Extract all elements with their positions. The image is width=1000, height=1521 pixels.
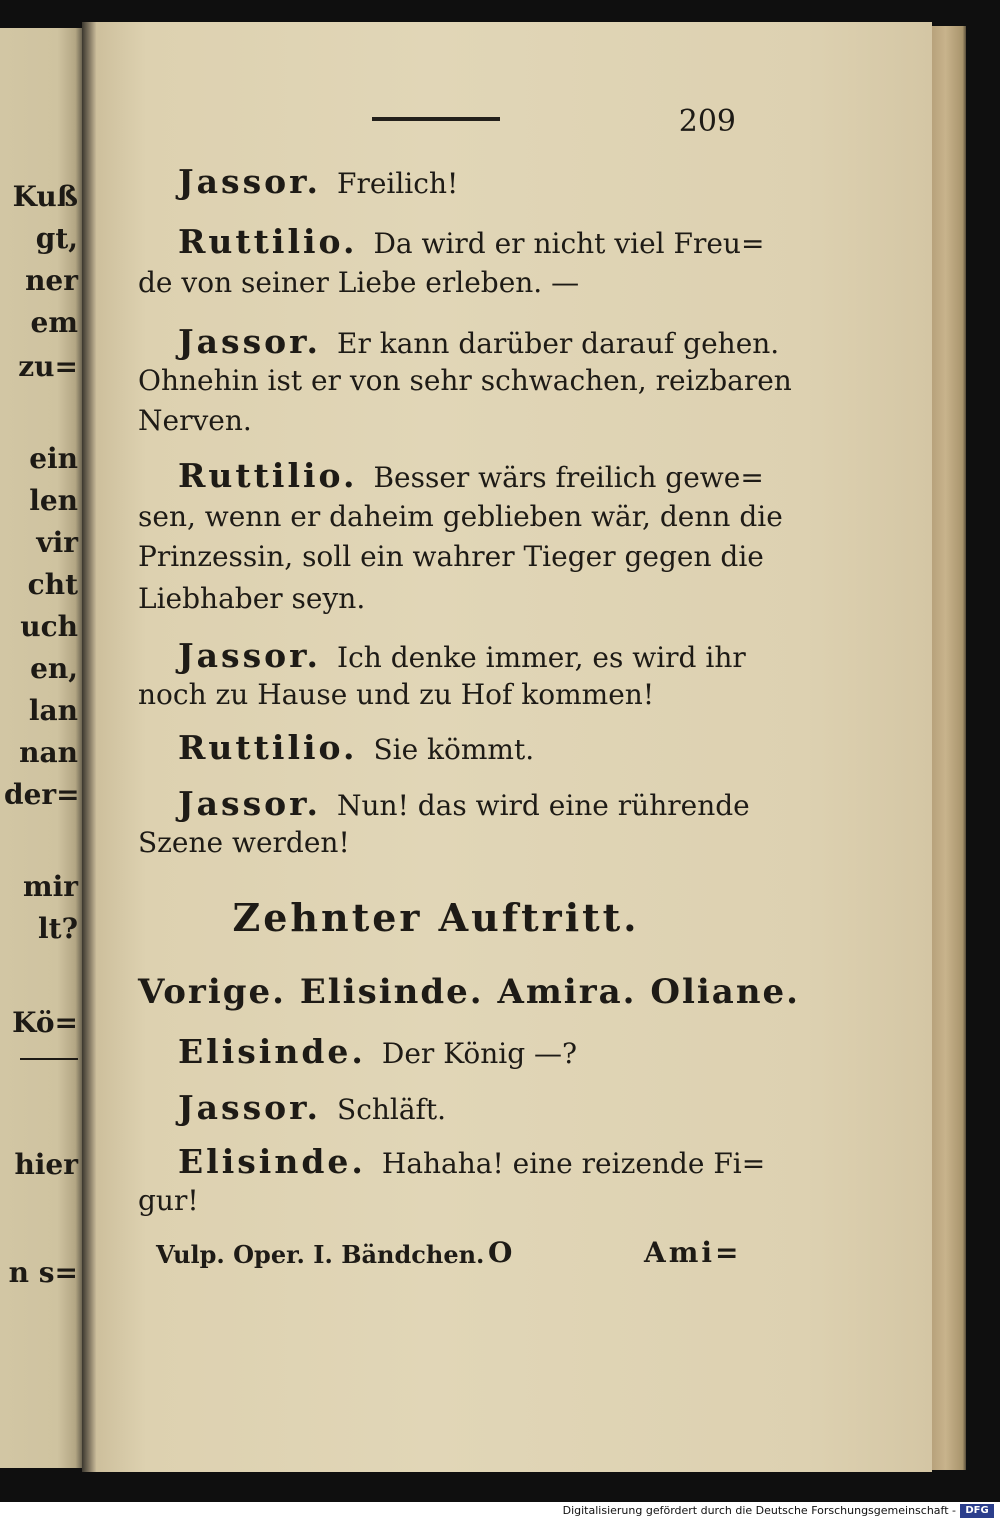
digitization-banner <box>0 1502 1000 1521</box>
left-fragment: vir <box>36 526 78 559</box>
line-text: de von seiner Liebe erleben. — <box>138 266 580 299</box>
speaker-name: Jassor. <box>178 784 322 823</box>
catchword: Ami= <box>644 1236 742 1269</box>
text-line <box>178 1032 734 1071</box>
line-text: Nun! das wird eine rührende <box>337 789 750 822</box>
text-line <box>178 1088 734 1127</box>
left-fragment: zu= <box>18 350 78 383</box>
speaker-name: Jassor. <box>178 322 322 361</box>
text-line <box>178 162 734 201</box>
line-text: Schläft. <box>337 1093 447 1126</box>
line-text: Da wird er nicht viel Freu= <box>373 227 765 260</box>
line-text: Hahaha! eine reizende Fi= <box>381 1147 766 1180</box>
line-text: Szene werden! <box>138 826 350 859</box>
page-number: 209 <box>678 104 736 139</box>
text-line <box>138 678 734 711</box>
left-fragment: uch <box>20 610 78 643</box>
text-line <box>138 1184 734 1217</box>
book-gutter <box>82 22 96 1472</box>
line-text: Er kann darüber darauf gehen. <box>337 327 780 360</box>
speaker-name: Elisinde. <box>178 1142 366 1181</box>
left-fragment: ner <box>25 264 78 297</box>
text-line <box>138 540 764 573</box>
speaker-name: Jassor. <box>178 1088 322 1127</box>
text-line <box>138 364 792 397</box>
text-line <box>178 322 780 361</box>
header-rule <box>372 117 500 121</box>
left-fragment: n s= <box>8 1256 78 1289</box>
line-text: Nerven. <box>138 404 252 437</box>
speaker-name: Jassor. <box>178 162 322 201</box>
text-line <box>138 826 734 859</box>
line-text: Besser wärs freilich gewe= <box>373 461 764 494</box>
speaker-name: Elisinde. <box>178 1032 366 1071</box>
line-text: Prinzessin, soll ein wahrer Tieger gegen die <box>138 540 764 573</box>
dfg-logo-icon: DFG <box>960 1504 994 1518</box>
left-fragment: en, <box>30 652 78 685</box>
text-line <box>138 500 783 533</box>
banner-text: Digitalisierung gefördert durch die Deutsche Forschungsgemeinschaft - <box>562 1504 956 1517</box>
scene-heading: Zehnter Auftritt. <box>232 895 640 940</box>
left-fragment: ein <box>29 442 78 475</box>
signature-title: Vulp. Oper. I. Bändchen. <box>156 1240 485 1269</box>
left-fragment: Kuß <box>12 180 78 213</box>
line-text: sen, wenn er daheim geblieben wär, denn die <box>138 500 783 533</box>
text-line <box>178 456 764 495</box>
signature-mark: O <box>488 1236 513 1269</box>
persons-line <box>138 972 801 1012</box>
line-text: Der König —? <box>381 1037 578 1070</box>
line-text: Sie kömmt. <box>373 733 535 766</box>
page-edges <box>932 26 966 1470</box>
left-fragment: cht <box>27 568 78 601</box>
text-line <box>138 404 734 437</box>
left-page <box>0 28 82 1468</box>
left-fragment: mir <box>22 870 78 903</box>
left-fragment: lt? <box>38 912 78 945</box>
line-text: gur! <box>138 1184 199 1217</box>
line-text: Ich denke immer, es wird ihr <box>337 641 746 674</box>
line-text: Liebhaber seyn. <box>138 582 366 615</box>
text-line <box>178 784 750 823</box>
left-fragment: len <box>29 484 78 517</box>
left-fragment: em <box>30 306 78 339</box>
speaker-name: Jassor. <box>178 636 322 675</box>
text-line <box>138 582 734 615</box>
text-line <box>178 728 734 767</box>
persons-list: Vorige. Elisinde. Amira. Oliane. <box>138 972 801 1012</box>
speaker-name: Ruttilio. <box>178 222 358 261</box>
text-line <box>178 222 765 261</box>
left-rule <box>20 1058 78 1060</box>
line-text: Freilich! <box>337 167 459 200</box>
left-fragment: der= <box>4 778 80 811</box>
line-text: Ohnehin ist er von sehr schwachen, reizbaren <box>138 364 792 397</box>
speaker-name: Ruttilio. <box>178 728 358 767</box>
left-fragment: nan <box>19 736 78 769</box>
left-fragment: hier <box>14 1148 78 1181</box>
left-fragment: gt, <box>35 222 78 255</box>
text-line <box>138 266 734 299</box>
left-fragment: Kö= <box>12 1006 78 1039</box>
line-text: noch zu Hause und zu Hof kommen! <box>138 678 655 711</box>
left-fragment: lan <box>28 694 78 727</box>
speaker-name: Ruttilio. <box>178 456 358 495</box>
text-line <box>178 1142 766 1181</box>
text-line <box>178 636 746 675</box>
